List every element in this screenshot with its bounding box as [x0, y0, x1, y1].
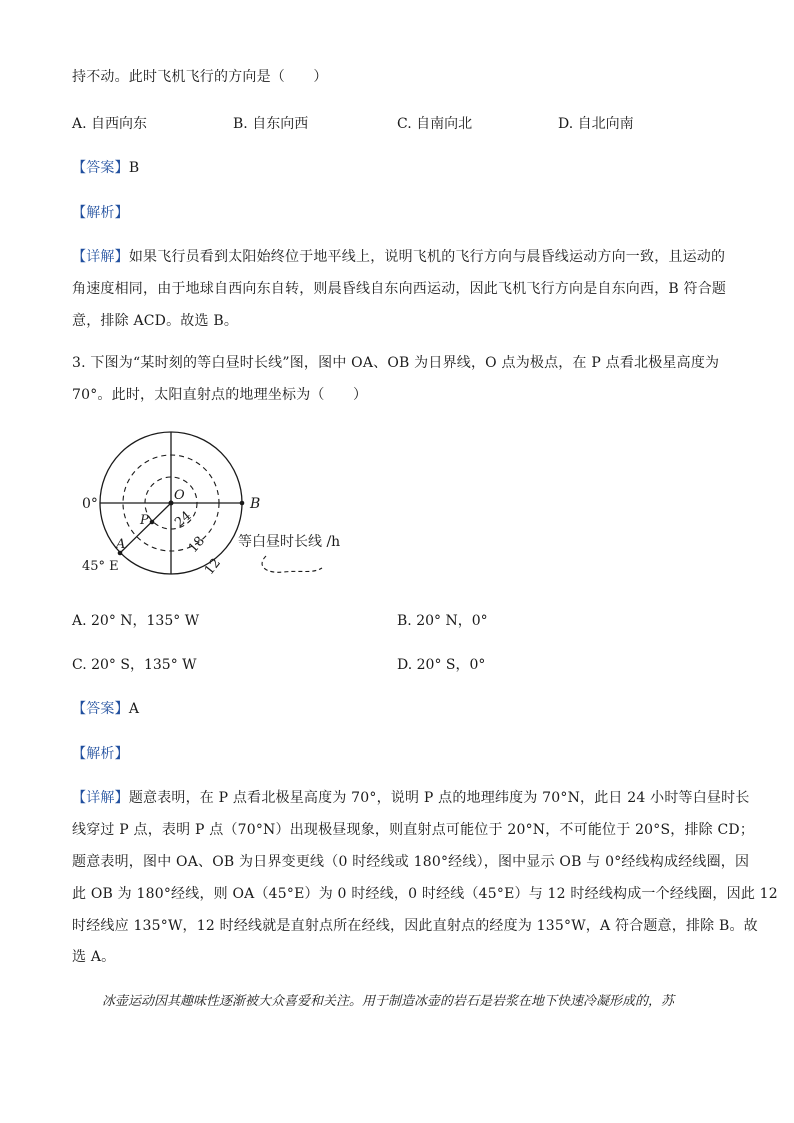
q3-detail-line-6: 选 A。 [72, 949, 116, 965]
q2-detail-line-3: 意，排除 ACD。故选 B。 [72, 313, 239, 329]
q3-detail-line-5: 时经线应 135°W，12 时经线就是直射点所在经线，因此直射点的经度为 135°W，A 符合题意，排除 B。故 [72, 918, 758, 934]
answer-value: B [128, 160, 140, 176]
q3-option-b: B. 20° N，0° [397, 613, 488, 629]
q2-analysis-heading [72, 202, 129, 222]
day-length-diagram [70, 418, 370, 588]
analysis-tag: 【解析】 [72, 746, 129, 762]
q2-answer [72, 157, 139, 177]
q3-option-d: D. 20° S，0° [397, 657, 486, 673]
label-45e: 45° E [82, 559, 119, 574]
point-p [150, 520, 155, 525]
pole-point-o [169, 501, 174, 506]
q2-detail-line-2: 角速度相同，由于地球自西向东自转，则晨昏线自东向西运动，因此飞机飞行方向是自东向西，B 符合题 [72, 281, 727, 297]
q2-option-c: C. 自南向北 [397, 116, 473, 132]
q3-option-c: C. 20° S，135° W [72, 657, 197, 673]
detail-text: 题意表明，在 P 点看北极星高度为 70°，说明 P 点的地理纬度为 70°N，此日 24 小时等白昼时长 [128, 790, 750, 806]
point-b [240, 501, 245, 506]
q2-option-b: B. 自东向西 [233, 116, 309, 132]
detail-tag: 【详解】 [72, 249, 129, 265]
q3-analysis-heading [72, 743, 129, 763]
legend-dashed-curve [262, 556, 322, 572]
q3-answer [72, 698, 139, 718]
q2-option-d: D. 自北向南 [558, 116, 634, 132]
q3-stem-line-1: 3. 下图为“某时刻的等白昼时长线”图，图中 OA、OB 为日界线，O 点为极点，在 P 点看北极星高度为 [72, 355, 720, 371]
q3-detail-line-1 [72, 787, 750, 807]
analysis-tag: 【解析】 [72, 205, 129, 221]
label-o: O [174, 488, 185, 503]
answer-tag: 【答案】 [72, 160, 129, 176]
detail-text: 如果飞行员看到太阳始终位于地平线上，说明飞机的飞行方向与晨昏线运动方向一致，且运动的 [128, 249, 726, 265]
q4-intro-line: 冰壶运动因其趣味性逐渐被大众喜爱和关注。用于制造冰壶的岩石是岩浆在地下快速冷凝形成的，苏 [102, 994, 675, 1009]
q3-option-a: A. 20° N，135° W [72, 613, 200, 629]
q2-detail-line-1 [72, 246, 725, 266]
legend-label: 等白昼时长线 /h [238, 534, 341, 550]
q2-stem-tail: 持不动。此时飞机飞行的方向是（ ） [72, 69, 328, 85]
detail-tag: 【详解】 [72, 790, 129, 806]
label-18: 18 [185, 533, 208, 557]
label-24: 24 [172, 508, 195, 531]
answer-tag: 【答案】 [72, 701, 129, 717]
label-a: A [116, 537, 126, 552]
q3-detail-line-2: 线穿过 P 点，表明 P 点（70°N）出现极昼现象，则直射点可能位于 20°N，不可能位于 20°S，排除 CD； [72, 822, 755, 838]
label-b: B [250, 496, 261, 512]
q3-detail-line-4: 此 OB 为 180°经线，则 OA（45°E）为 0 时经线，0 时经线（45°E）与 12 时经线构成一个经线圈，因此 12 [72, 886, 778, 902]
q3-detail-line-3: 题意表明，图中 OA、OB 为日界变更线（0 时经线或 180°经线），图中显示 OB 与 0°经线构成经线圈，因 [72, 854, 750, 870]
answer-value: A [128, 701, 140, 717]
label-0-degree: 0° [82, 496, 98, 512]
label-p: P [140, 513, 149, 528]
q3-stem-line-2: 70°。此时，太阳直射点的地理坐标为（ ） [72, 387, 368, 403]
q2-option-a: A. 自西向东 [72, 116, 148, 132]
label-12: 12 [201, 555, 224, 579]
